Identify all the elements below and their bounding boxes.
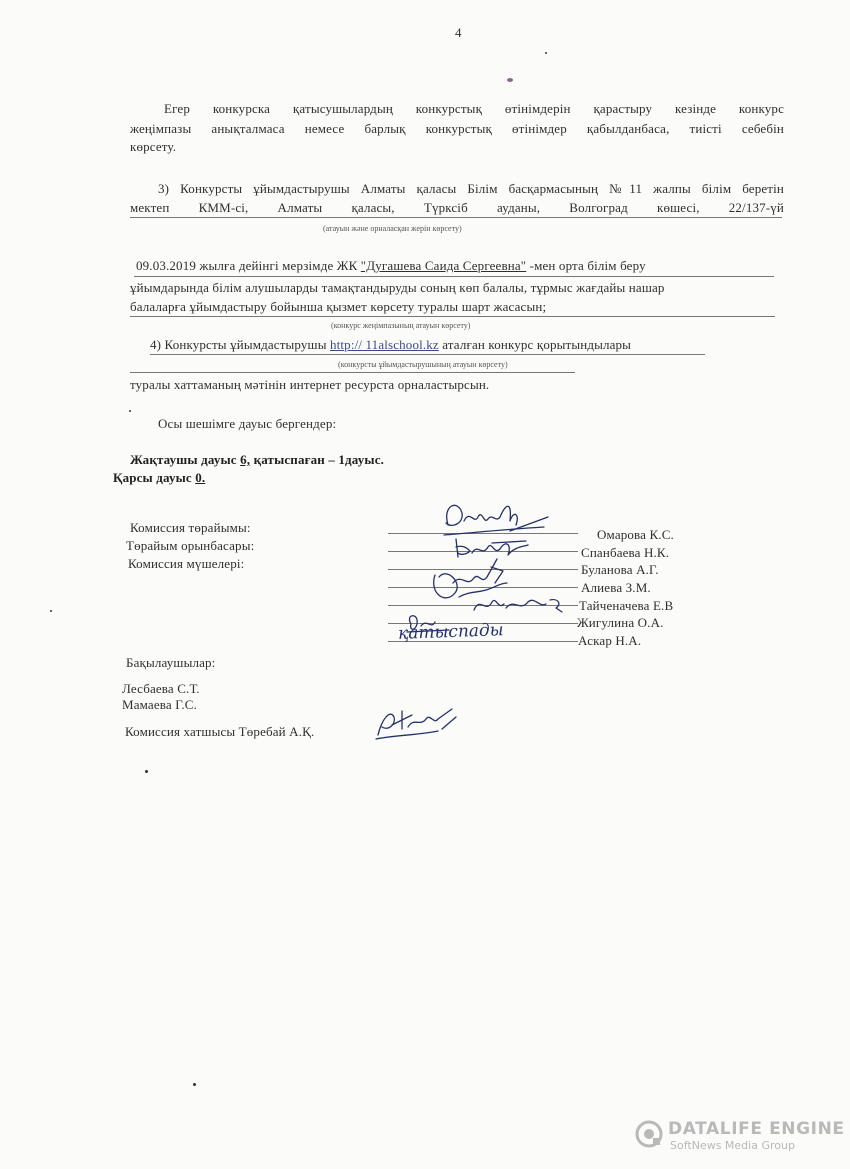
votes-against-value: 0.: [195, 470, 206, 485]
member-name: Омарова К.С.: [597, 527, 674, 542]
signature-secretary: [372, 705, 462, 745]
para3-pre: 09.03.2019 жылға дейінгі мерзімде ЖК: [136, 258, 361, 273]
datalife-logo-icon: [635, 1120, 663, 1148]
member-name: Буланова А.Г.: [581, 562, 659, 577]
scan-speck: [193, 1083, 196, 1086]
underline-rule: [150, 354, 705, 355]
member-name: Тайченачева Е.В: [579, 598, 674, 613]
watermark-title: DATALIFE ENGINE: [668, 1119, 845, 1139]
para4-note: (конкурсты ұйымдастырушының атауын көрсету): [338, 360, 508, 369]
para3-line2: ұйымдарында білім алушыларды тамақтандыруды соның көп балалы, тұрмыс жағдайы нашар: [130, 280, 665, 295]
votes-absent: қатыспаған – 1дауыс.: [253, 452, 385, 467]
scan-speck: [507, 78, 513, 82]
secretary-line: Комиссия хатшысы Төребай А.Қ.: [125, 724, 315, 739]
observers-label: Бақылаушылар:: [126, 655, 216, 670]
para3-post: -мен орта білім беру: [526, 258, 646, 273]
para1-line3: көрсету.: [130, 139, 177, 154]
para3-note: (конкурс жеңімпазының атауын көрсету): [331, 321, 471, 330]
para3-line1: [136, 258, 646, 274]
member-name: Спанбаева Н.К.: [581, 545, 670, 560]
role-chair: Комиссия төрайымы:: [130, 520, 251, 535]
votes-against-line: [113, 470, 205, 486]
scan-speck: [50, 610, 52, 612]
member-name: Аскар Н.А.: [578, 633, 642, 648]
underline-rule: [130, 372, 575, 373]
para1-line1: Егер конкурска қатысушылардың конкурстық өтінімдерін қарастыру кезінде конкурс: [164, 101, 784, 116]
winner-name: "Дугашева Саида Сергеевна": [360, 258, 527, 273]
underline-rule: [130, 316, 775, 317]
para4-line1: [150, 337, 631, 353]
para4-post: аталған конкурс қорытындылары: [438, 337, 632, 352]
para2-line1: 3) Конкурсты ұйымдастырушы Алматы қаласы Білім басқармасының №11 жалпы білім беретін: [158, 181, 784, 196]
scan-speck: [545, 52, 547, 54]
votes-for-line: [130, 452, 384, 468]
scan-speck: [145, 770, 148, 773]
member-name: Жигулина О.А.: [577, 615, 664, 630]
absent-handwritten: қатыспады: [397, 620, 504, 644]
signature-member: [470, 590, 565, 620]
para3-line3: балаларға ұйымдастыру бойынша қызмет көрсету туралы шарт жасасын;: [130, 299, 547, 314]
underline-rule: [130, 217, 782, 218]
role-members: Комиссия мүшелері:: [128, 556, 245, 571]
para4-pre: 4) Конкурсты ұйымдастырушы: [150, 337, 330, 352]
para4-line2: туралы хаттаманың мәтінін интернет ресурста орналастырсын.: [130, 377, 490, 392]
organizer-link[interactable]: http:// 11alschool.kz: [330, 337, 439, 352]
para1-line2: жеңімпазы анықталмаса немесе барлық конкурстық өтінімдер қабылданбаса, тиісті себебін: [130, 121, 784, 136]
votes-for-value: 6,: [240, 452, 251, 467]
para2-note: (атауын және орналасқан жерін көрсету): [323, 224, 462, 233]
para2-line2: мектеп КММ-сі, Алматы қаласы, Түрксіб ауданы, Волгоград көшесі, 22/137-үй: [130, 200, 784, 215]
votes-against-label: Қарсы дауыс: [113, 470, 192, 485]
observer-name: Лесбаева С.Т.: [122, 681, 200, 696]
underline-rule: [134, 276, 774, 277]
watermark-subtitle: SoftNews Media Group: [670, 1139, 795, 1152]
observer-name: Мамаева Г.С.: [122, 697, 198, 712]
page-number: 4: [455, 25, 462, 40]
scan-speck: [129, 410, 131, 412]
votes-for-label: Жақтаушы дауыс: [130, 452, 237, 467]
voted-heading: Осы шешімге дауыс бергендер:: [158, 416, 337, 431]
member-name: Алиева З.М.: [581, 580, 651, 595]
role-deputy: Төрайым орынбасары:: [126, 538, 255, 553]
